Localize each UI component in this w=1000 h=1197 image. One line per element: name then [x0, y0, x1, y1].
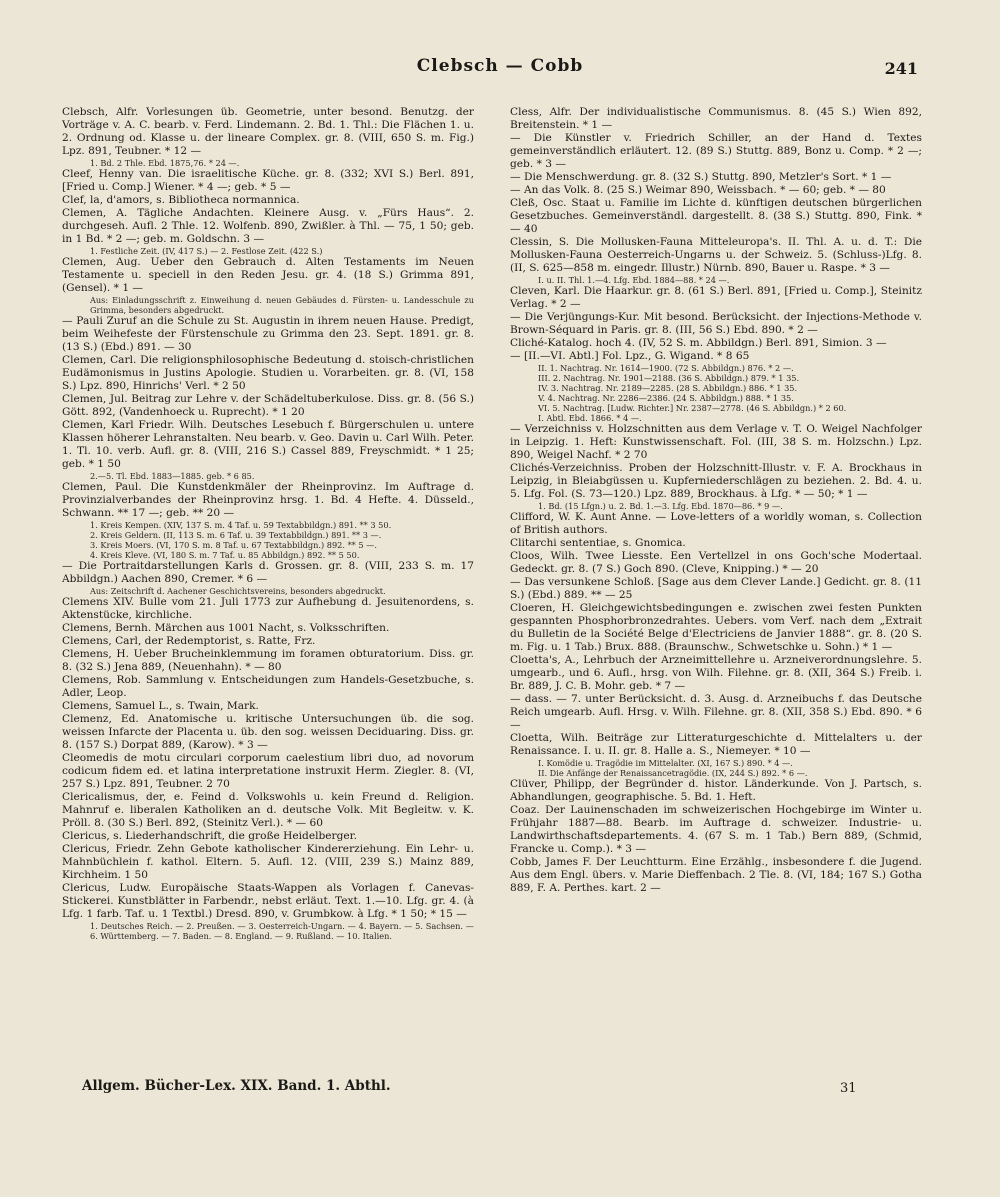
catalog-entry: Cleven, Karl. Die Haarkur. gr. 8. (61 S.) Berl. 891, [Fried u. Comp.], Steinitz Verlag. * 2 — [510, 285, 922, 310]
catalog-entry: Cleß, Osc. Staat u. Familie im Lichte d. künftigen deutschen bürgerlichen Gesetzbuches. Gemeinverständl. dargestellt. 8. (38 S.) Stuttg. 890, Fink. * — 40 [510, 197, 922, 235]
entry-note: Aus: Zeitschrift d. Aachener Geschichtsvereins, besonders abgedruckt. [90, 586, 386, 596]
entry-note: I. Abtl. Ebd. 1866. * 4 —. [538, 413, 642, 423]
catalog-entry: Clemen, Jul. Beitrag zur Lehre v. der Schädeltuberkulose. Diss. gr. 8. (56 S.) Gött. 892, (Vandenhoeck u. Ruprecht). * 1 20 [62, 393, 474, 418]
catalog-entry: — Die Verjüngungs-Kur. Mit besond. Berücksicht. der Injections-Methode v. Brown-Séquard in Paris. gr. 8. (III, 56 S.) Ebd. 890. * 2 — [510, 311, 922, 336]
catalog-entry: Clifford, W. K. Aunt Anne. — Love-letters of a worldly woman, s. Collection of British authors. [510, 511, 922, 536]
catalog-entry: Cliché-Katalog. hoch 4. (IV, 52 S. m. Abbildgn.) Berl. 891, Simion. 3 — [510, 337, 887, 349]
catalog-entry: Clebsch, Alfr. Vorlesungen üb. Geometrie, unter besond. Benutzg. der Vorträge v. A. C. bearb. v. Ferd. Lindemann. 2. Bd. 1. Thl.: Die Flächen 1. u. 2. Ordnung od. Klasse u. der lineare Complex. gr. 8. (VIII, 650 S. m. Fig.) Lpz. 891, Teubner. * 12 — [62, 106, 474, 157]
catalog-entry: Cloos, Wilh. Twee Liesste. Een Vertellzel in ons Goch'sche Modertaal. Gedeckt. gr. 8. (7 S.) Goch 890. (Cleve, Knipping.) * — 20 [510, 550, 922, 575]
entry-note: 1. Deutsches Reich. — 2. Preußen. — 3. Oesterreich-Ungarn. — 4. Bayern. — 5. Sachsen. — 6. Württemberg. — 7. Baden. — 8. England. — 9. Rußland. — 10. Italien. [90, 921, 474, 941]
sheet-number: 31 [840, 1081, 857, 1096]
catalog-entry: Clemens, Samuel L., s. Twain, Mark. [62, 700, 259, 712]
catalog-entry: Cleef, Henny van. Die israelitische Küche. gr. 8. (332; XVI S.) Berl. 891, [Fried u. Comp.] Wiener. * 4 —; geb. * 5 — [62, 168, 474, 193]
catalog-entry: Clemen, Carl. Die religionsphilosophische Bedeutung d. stoisch-christlichen Eudämonismus in Justins Apologie. Studien u. Vorarbeiten. gr. 8. (VI, 158 S.) Lpz. 890, Hinrichs' Verl. * 2 50 [62, 354, 474, 392]
entry-note: Aus: Einladungsschrift z. Einweihung d. neuen Gebäudes d. Fürsten- u. Landesschule zu Grimma, besonders abgedruckt. [90, 295, 474, 315]
entry-note: III. 2. Nachtrag. Nr. 1901—2188. (36 S. Abbildgn.) 879. * 1 35. [538, 373, 800, 383]
catalog-entry: Clemen, Paul. Die Kunstdenkmäler der Rheinprovinz. Im Auftrage d. Provinzialverbandes der Rheinprovinz hrsg. 1. Bd. 4 Hefte. 4. Düsseld., Schwann. ** 17 —; geb. ** 20 — [62, 481, 474, 519]
catalog-entry: Coaz. Der Lauinenschaden im schweizerischen Hochgebirge im Winter u. Frühjahr 1887—88. Bearb. im Auftrage d. schweizer. Industrie- u. Landwirthschaftsdepartements. 4. (67 S. m. 1 Tab.) Bern 889, (Schmid, Francke u. Comp.). * 3 — [510, 804, 922, 855]
catalog-entry: Clichés-Verzeichniss. Proben der Holzschnitt-Illustr. v. F. A. Brockhaus in Leipzig, in Bleiabgüssen u. Kupferniederschlägen zu beziehen. 2. Bd. 4. u. 5. Lfg. Fol. (S. 73—120.) Lpz. 889, Brockhaus. à Lfg. * — 50; * 1 — [510, 462, 922, 500]
right-column [510, 106, 922, 895]
catalog-entry: — Das versunkene Schloß. [Sage aus dem Clever Lande.] Gedicht. gr. 8. (11 S.) (Ebd.) 889. ** — 25 [510, 576, 922, 601]
catalog-entry: Clemen, Aug. Ueber den Gebrauch d. Alten Testaments im Neuen Testamente u. speciell in den Reden Jesu. gr. 4. (18 S.) Grimma 891, (Gensel). * 1 — [62, 256, 474, 294]
catalog-entry: Cless, Alfr. Der individualistische Communismus. 8. (45 S.) Wien 892, Breitenstein. * 1 — [510, 106, 922, 131]
entry-note: II. 1. Nachtrag. Nr. 1614—1900. (72 S. Abbildgn.) 876. * 2 —. [538, 363, 794, 373]
entry-note: 4. Kreis Kleve. (VI, 180 S. m. 7 Taf. u. 85 Abbildgn.) 892. ** 5 50. [90, 550, 360, 560]
entry-note: 2. Kreis Geldern. (II, 113 S. m. 6 Taf. u. 39 Textabbildgn.) 891. ** 3 —. [90, 530, 382, 540]
catalog-entry: — [II.—VI. Abtl.] Fol. Lpz., G. Wigand. * 8 65 [510, 350, 750, 362]
catalog-entry: Clemens, Bernh. Märchen aus 1001 Nacht, s. Volksschriften. [62, 622, 390, 634]
page-number: 241 [884, 59, 918, 78]
entry-note: IV. 3. Nachtrag. Nr. 2189—2285. (28 S. Abbildgn.) 886. * 1 35. [538, 383, 798, 393]
signature-line: Allgem. Bücher-Lex. XIX. Band. 1. Abthl. [82, 1078, 391, 1094]
entry-note: 1. Bd. (15 Lfgn.) u. 2. Bd. 1.—3. Lfg. Ebd. 1870—86. * 9 —. [538, 501, 783, 511]
catalog-entry: Cloetta, Wilh. Beiträge zur Litteraturgeschichte d. Mittelalters u. der Renaissance. I. u. II. gr. 8. Halle a. S., Niemeyer. * 10 — [510, 732, 922, 757]
page-title: Clebsch — Cobb [416, 56, 584, 76]
catalog-entry: — dass. — 7. unter Berücksicht. d. 3. Ausg. d. Arzneibuchs f. das Deutsche Reich umgearb. Aufl. Hrsg. v. Wilh. Filehne. gr. 8. (XII, 358 S.) Ebd. 890. * 6 — [510, 693, 922, 731]
catalog-entry: Clemens, Carl, der Redemptorist, s. Ratte, Frz. [62, 635, 316, 647]
catalog-entry: Clemenz, Ed. Anatomische u. kritische Untersuchungen üb. die sog. weissen Infarcte der Placenta u. üb. den sog. weissen Deciduaring. Diss. gr. 8. (157 S.) Dorpat 889, (Karow). * 3 — [62, 713, 474, 751]
catalog-entry: Cloetta's, A., Lehrbuch der Arzneimittellehre u. Arzneiverordnungslehre. 5. umgearb., und 6. Aufl., hrsg. von Wilh. Filehne. gr. 8. (XII, 364 S.) Freib. i. Br. 889, J. C. B. Mohr. geb. * 7 — [510, 654, 922, 692]
catalog-entry: Clemen, Karl Friedr. Wilh. Deutsches Lesebuch f. Bürgerschulen u. untere Klassen höherer Lehranstalten. Neu bearb. v. Geo. Davin u. Carl Wilh. Peter. 1. Tl. 10. verb. Aufl. gr. 8. (VIII, 216 S.) Cassel 889, Freyschmidt. * 1 25; geb. * 1 50 [62, 419, 474, 470]
catalog-entry: Clericus, Ludw. Europäische Staats-Wappen als Vorlagen f. Canevas-Stickerei. Kunstblätter in Farbendr., nebst erläut. Text. 1.—10. Lfg. gr. 4. (à Lfg. 1 farb. Taf. u. 1 Textbl.) Dresd. 890, v. Grumbkow. à Lfg. * 1 50; * 15 — [62, 882, 474, 920]
catalog-entry: — Pauli Zuruf an die Schule zu St. Augustin in ihrem neuen Hause. Predigt, beim Weihefeste der Fürstenschule zu Grimma den 23. Sept. 1891. gr. 8. (13 S.) (Ebd.) 891. — 30 [62, 315, 474, 353]
catalog-entry: Clitarchi sententiae, s. Gnomica. [510, 537, 686, 549]
entry-note: 1. Kreis Kempen. (XIV, 137 S. m. 4 Taf. u. 59 Textabbildgn.) 891. ** 3 50. [90, 520, 392, 530]
catalog-entry: — Verzeichniss v. Holzschnitten aus dem Verlage v. T. O. Weigel Nachfolger in Leipzig. 1. Heft: Kunstwissenschaft. Fol. (III, 38 S. m. Holzschn.) Lpz. 890, Weigel Nachf. * 2 70 [510, 423, 922, 461]
entry-note: 1. Festliche Zeit. (IV, 417 S.) — 2. Festlose Zeit. (422 S.) [90, 246, 323, 256]
catalog-entry: Clef, la, d'amors, s. Bibliotheca normannica. [62, 194, 300, 206]
catalog-entry: — Die Portraitdarstellungen Karls d. Grossen. gr. 8. (VIII, 233 S. m. 17 Abbildgn.) Aachen 890, Cremer. * 6 — [62, 560, 474, 585]
catalog-entry: Cloeren, H. Gleichgewichtsbedingungen e. zwischen zwei festen Punkten gespannten Phosphorbronzedrahtes. Uebers. vom Verf. nach dem „Extrait du Bulletin de la Société Belge d'Electriciens de Janvier 1888“. gr. 8. (20 S. m. Fig. u. 1 Tab.) Brux. 888. (Braunschw., Schwetschke u. Sohn.) * 1 — [510, 602, 922, 653]
left-column [62, 106, 474, 941]
catalog-entry: Clemens XIV. Bulle vom 21. Juli 1773 zur Aufhebung d. Jesuitenordens, s. Aktenstücke, kirchliche. [62, 596, 474, 621]
catalog-entry: — Die Menschwerdung. gr. 8. (32 S.) Stuttg. 890, Metzler's Sort. * 1 — [510, 171, 892, 183]
entry-note: II. Die Anfänge der Renaissancetragödie. (IX, 244 S.) 892. * 6 —. [538, 768, 808, 778]
running-head [0, 56, 1000, 84]
catalog-entry: Cobb, James F. Der Leuchtturm. Eine Erzählg., insbesondere f. die Jugend. Aus dem Engl. übers. v. Marie Dieffenbach. 2 Tle. 8. (VI, 184; 167 S.) Gotha 889, F. A. Perthes. kart. 2 — [510, 856, 922, 894]
entry-note: I. Komödie u. Tragödie im Mittelalter. (XI, 167 S.) 890. * 4 —. [538, 758, 793, 768]
entry-note: V. 4. Nachtrag. Nr. 2286—2386. (24 S. Abbildgn.) 888. * 1 35. [538, 393, 794, 403]
catalog-entry: Clemen, A. Tägliche Andachten. Kleinere Ausg. v. „Fürs Haus“. 2. durchgeseh. Aufl. 2 Thle. 12. Wolfenb. 890, Zwißler. à Thl. — 75, 1 50; geb. in 1 Bd. * 2 —; geb. m. Goldschn. 3 — [62, 207, 474, 245]
entry-note: VI. 5. Nachtrag. [Ludw. Richter.] Nr. 2387—2778. (46 S. Abbildgn.) * 2 60. [538, 403, 847, 413]
entry-note: 1. Bd. 2 Thle. Ebd. 1875,76. * 24 —. [90, 158, 240, 168]
catalog-entry: Clericus, s. Liederhandschrift, die große Heidelberger. [62, 830, 357, 842]
catalog-entry: Clericalismus, der, e. Feind d. Volkswohls u. kein Freund d. Religion. Mahnruf e. liberalen Katholiken an d. deutsche Volk. Mit Begleitw. v. K. Pröll. 8. (30 S.) Berl. 892, (Steinitz Verl.). * — 60 [62, 791, 474, 829]
catalog-entry: — An das Volk. 8. (25 S.) Weimar 890, Weissbach. * — 60; geb. * — 80 [510, 184, 886, 196]
catalog-entry: Clemens, Rob. Sammlung v. Entscheidungen zum Handels-Gesetzbuche, s. Adler, Leop. [62, 674, 474, 699]
entry-note: 3. Kreis Moers. (VI, 170 S. m. 8 Taf. u. 67 Textabbildgn.) 892. ** 5 —. [90, 540, 377, 550]
catalog-entry: Clericus, Friedr. Zehn Gebote katholischer Kindererziehung. Ein Lehr- u. Mahnbüchlein f. kathol. Eltern. 5. Aufl. 12. (VIII, 239 S.) Mainz 889, Kirchheim. 1 50 [62, 843, 474, 881]
entry-note: I. u. II. Thl. 1.—4. Lfg. Ebd. 1884—88. * 24 —. [538, 275, 730, 285]
catalog-entry: — Die Künstler v. Friedrich Schiller, an der Hand d. Textes gemeinverständlich erläutert. 12. (89 S.) Stuttg. 889, Bonz u. Comp. * 2 —; geb. * 3 — [510, 132, 922, 170]
catalog-entry: Clemens, H. Ueber Bruchеinklemmung im foramen obturatorium. Diss. gr. 8. (32 S.) Jena 889, (Neuenhahn). * — 80 [62, 648, 474, 673]
catalog-entry: Cleomedis de motu circulari corporum caelestium libri duo, ad novorum codicum fidem ed. et latina interpretatione instruxit Herm. Ziegler. 8. (VI, 257 S.) Lpz. 891, Teubner. 2 70 [62, 752, 474, 790]
entry-note: 2.—5. Tl. Ebd. 1883—1885. geb. * 6 85. [90, 471, 255, 481]
catalog-entry: Clessin, S. Die Mollusken-Fauna Mitteleuropa's. II. Thl. A. u. d. T.: Die Mollusken-Fauna Oesterreich-Ungarns u. der Schweiz. 5. (Schluss-)Lfg. 8. (II, S. 625—858 m. eingedr. Illustr.) Nürnb. 890, Bauer u. Raspe. * 3 — [510, 236, 922, 274]
catalog-entry: Clüver, Philipp, der Begründer d. histor. Länderkunde. Von J. Partsch, s. Abhandlungen, geographische. 5. Bd. 1. Heft. [510, 778, 922, 803]
